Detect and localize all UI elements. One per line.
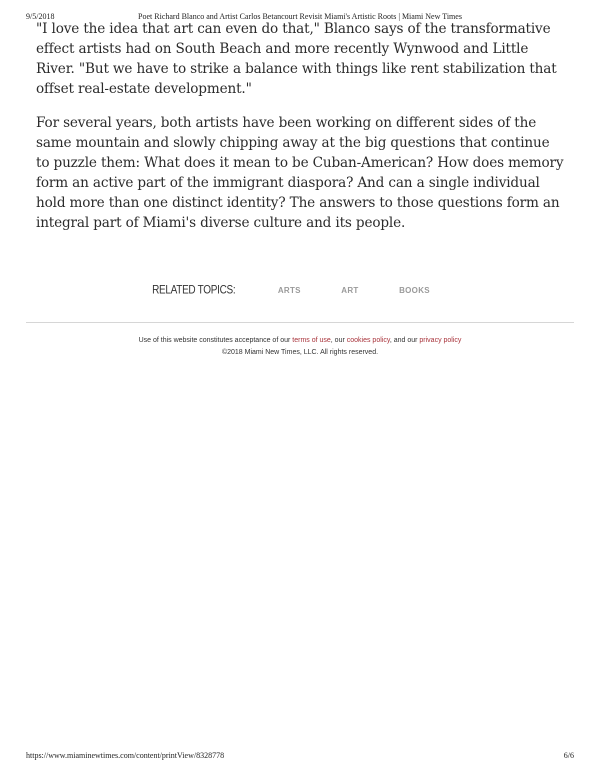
footer-text: Use of this website constitutes acceptance of our <box>138 337 293 344</box>
page-number: 6/6 <box>563 751 574 760</box>
print-page-title: Poet Richard Blanco and Artist Carlos Betancourt Revisit Miami's Artistic Roots | Miami New Times <box>138 12 462 21</box>
site-footer <box>0 335 600 359</box>
topic-link-art[interactable]: ART <box>341 286 359 295</box>
divider <box>26 322 574 323</box>
related-topics-label: RELATED TOPICS: <box>152 284 236 297</box>
footer-text: , our <box>330 337 347 344</box>
copyright: ©2018 Miami New Times, LLC. All rights reserved. <box>221 349 379 356</box>
footer-text: , and our <box>389 337 420 344</box>
related-topics <box>0 280 600 298</box>
print-date: 9/5/2018 <box>26 12 55 21</box>
article-paragraph: For several years, both artists have been working on different sides of the same mountain and slowly chipping away at the big questions that continue to puzzle them: What does it mean to be Cuban-American? How does memory form an active part of the immigrant diaspora? And can a single individual hold more than one distinct identity? The answers to those questions form an integral part of Miami's diverse culture and its people. <box>36 115 564 231</box>
cookies-policy-link[interactable]: cookies policy <box>346 337 390 344</box>
terms-of-use-link[interactable]: terms of use <box>292 337 331 344</box>
article-paragraph: "I love the idea that art can even do that," Blanco says of the transformative effect artists had on South Beach and more recently Wynwood and Little River. "But we have to strike a balance with things like rent stabilization that offset real-estate development." <box>36 21 557 97</box>
article-body <box>36 19 566 247</box>
footer-legal-line <box>0 335 600 347</box>
print-url: https://www.miaminewtimes.com/content/printView/8328778 <box>26 751 225 760</box>
topic-link-arts[interactable]: ARTS <box>277 286 301 295</box>
topic-link-books[interactable]: BOOKS <box>399 286 430 295</box>
privacy-policy-link[interactable]: privacy policy <box>419 337 462 344</box>
